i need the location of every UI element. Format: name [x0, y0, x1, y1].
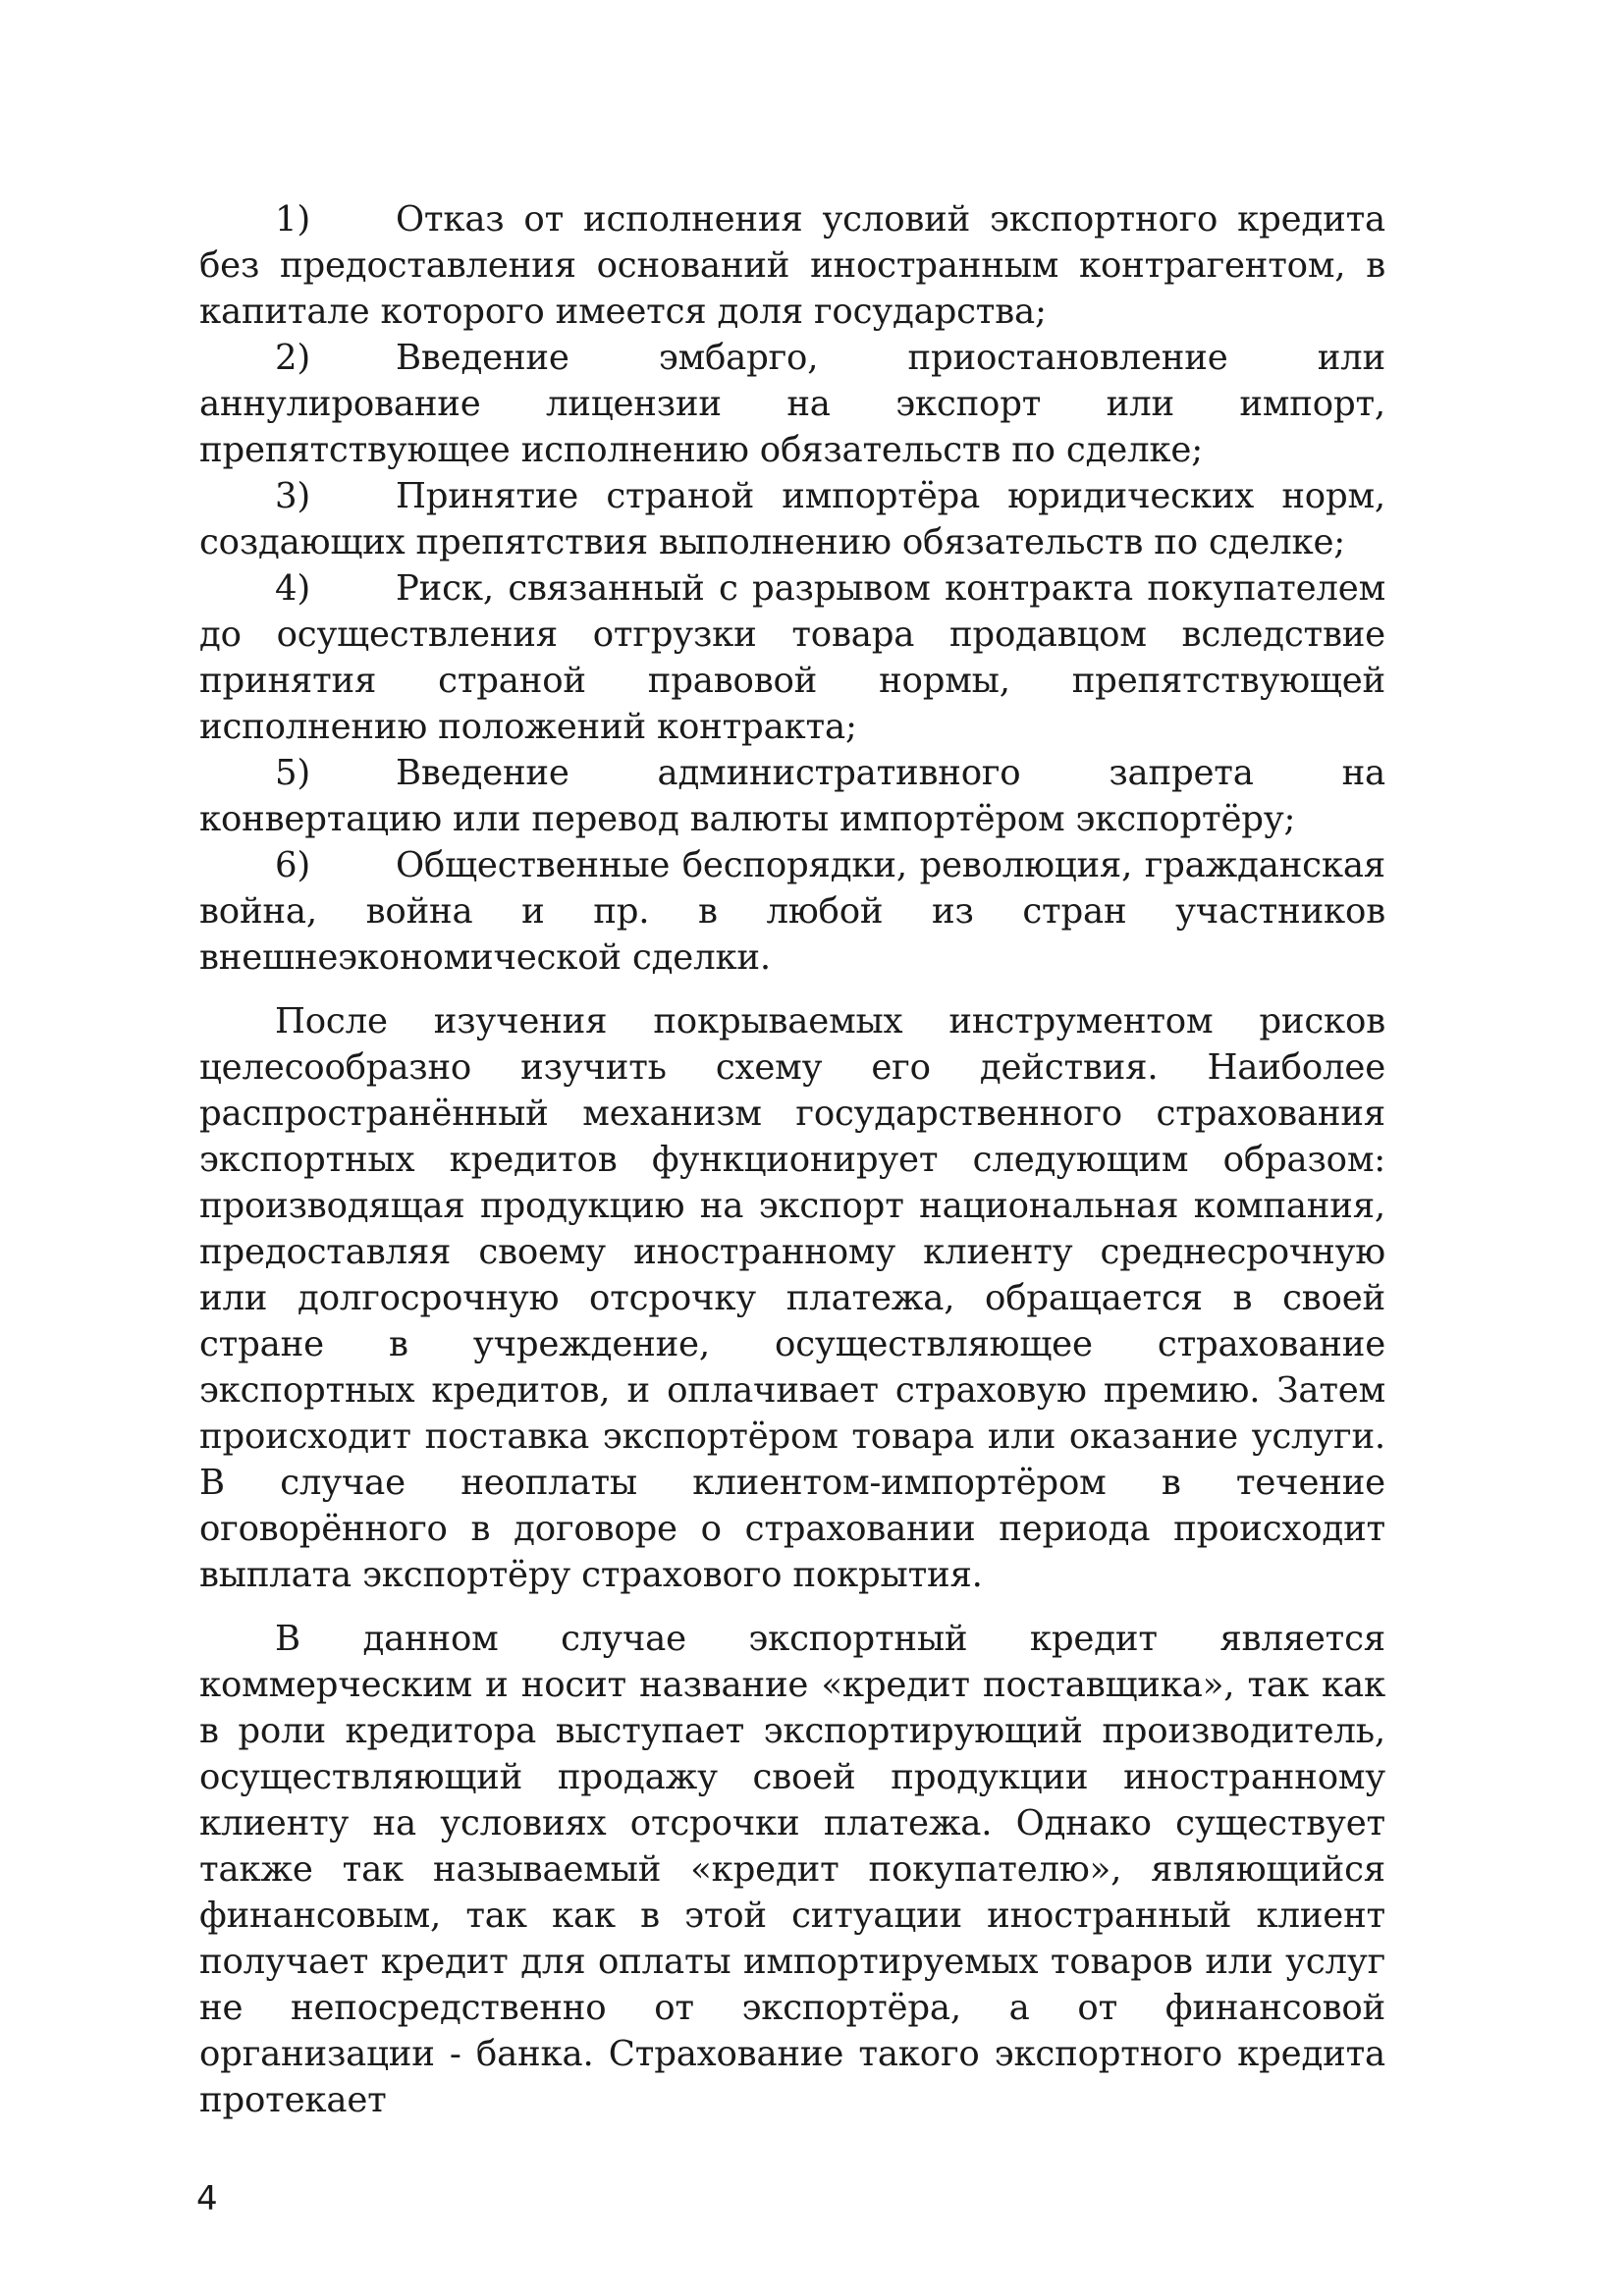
list-item — [199, 842, 1385, 981]
list-item — [199, 335, 1385, 473]
list-item-text: Введение административного запрета на конвертацию или перевод валюты импортёром экспортёру; — [199, 753, 1385, 839]
paragraph-supplier-credit: В данном случае экспортный кредит является коммерческим и носит название «кредит поставщика», так как в роли кредитора выступает экспортирующий производитель, осуществляющий продажу своей продукции иностранному клиенту на условиях отсрочки платежа. Однако существует также так называемый «кредит покупателю», являющийся финансовым, так как в этой ситуации иностранный клиент получает кредит для оплаты импортируемых товаров или услуг не непосредственно от экспортёра, а от финансовой организации - банка. Страхование такого экспортного кредита протекает — [199, 1619, 1385, 2120]
list-item-text: Общественные беспорядки, революция, гражданская война, война и пр. в любой из стран участников внешнеэкономической сделки. — [199, 845, 1385, 978]
list-item — [199, 750, 1385, 842]
page-body — [199, 196, 1385, 2123]
list-item-number: 5) — [275, 753, 311, 793]
list-item-number: 4) — [275, 568, 311, 609]
list-item-text: Введение эмбарго, приостановление или аннулирование лицензии на экспорт или импорт, препятствующее исполнению обязательств по сделке; — [199, 338, 1385, 470]
list-item-text: Отказ от исполнения условий экспортного кредита без предоставления оснований иностранным контрагентом, в капитале которого имеется доля государства; — [199, 199, 1385, 332]
list-item-number: 1) — [275, 199, 311, 240]
list-item-text: Риск, связанный с разрывом контракта покупателем до осуществления отгрузки товара продавцом вследствие принятия страной правовой нормы, препятствующей исполнению положений контракта; — [199, 568, 1385, 747]
paragraph-insurance-mechanism: После изучения покрываемых инструментом рисков целесообразно изучить схему его действия. Наиболее распространённый механизм государственного страхования экспортных кредитов функционирует следующим образом: производящая продукцию на экспорт национальная компания, предоставляя своему иностранному клиенту среднесрочную или долгосрочную отсрочку платежа, обращается в своей стране в учреждение, осуществляющее страхование экспортных кредитов, и оплачивает страховую премию. Затем происходит поставка экспортёром товара или оказание услуги. В случае неоплаты клиентом-импортёром в течение оговорённого в договоре о страховании периода происходит выплата экспортёру страхового покрытия. — [199, 1001, 1385, 1595]
list-item-number: 3) — [275, 476, 311, 516]
list-item — [199, 196, 1385, 335]
page-number: 4 — [196, 2179, 218, 2218]
list-item-text: Принятие страной импортёра юридических норм, создающих препятствия выполнению обязательств по сделке; — [199, 476, 1385, 562]
list-item — [199, 473, 1385, 565]
list-item — [199, 565, 1385, 750]
list-item-number: 6) — [275, 845, 311, 885]
risk-list — [199, 196, 1385, 981]
list-item-number: 2) — [275, 338, 311, 378]
